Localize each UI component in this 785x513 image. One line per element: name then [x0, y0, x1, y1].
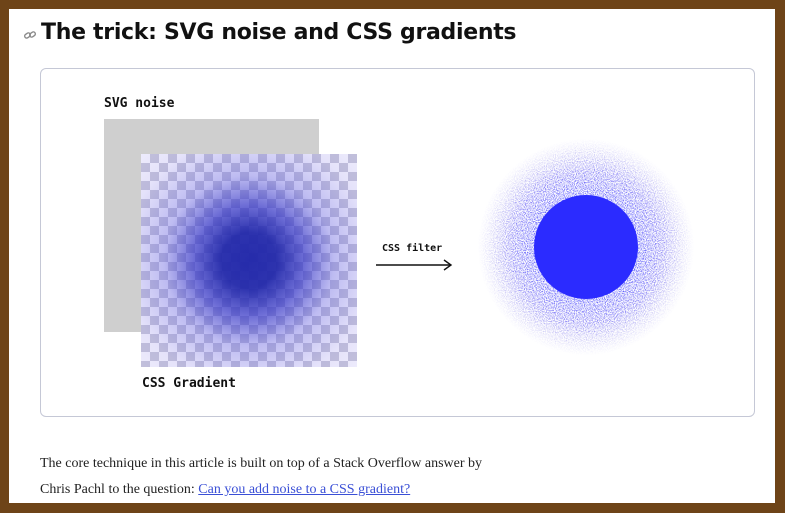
css-gradient-label: CSS Gradient	[142, 376, 236, 391]
arrow-right-icon	[376, 259, 454, 271]
link-icon[interactable]	[23, 28, 37, 42]
svg-noise-label: SVG noise	[104, 96, 175, 111]
article-page	[9, 9, 775, 503]
css-filter-label: CSS filter	[382, 243, 443, 254]
body-line-2-prefix: Chris Pachl to the question:	[40, 482, 199, 497]
page-title: The trick: SVG noise and CSS gradients	[41, 20, 517, 45]
body-paragraph	[40, 451, 760, 503]
noisy-gradient-result	[471, 137, 701, 357]
css-gradient-square	[141, 154, 357, 367]
section-heading	[23, 20, 516, 45]
illustration-figure	[40, 68, 755, 417]
stack-overflow-link[interactable]: Can you add noise to a CSS gradient?	[198, 482, 411, 497]
body-line-1: The core technique in this article is built on top of a Stack Overflow answer by	[40, 456, 483, 471]
